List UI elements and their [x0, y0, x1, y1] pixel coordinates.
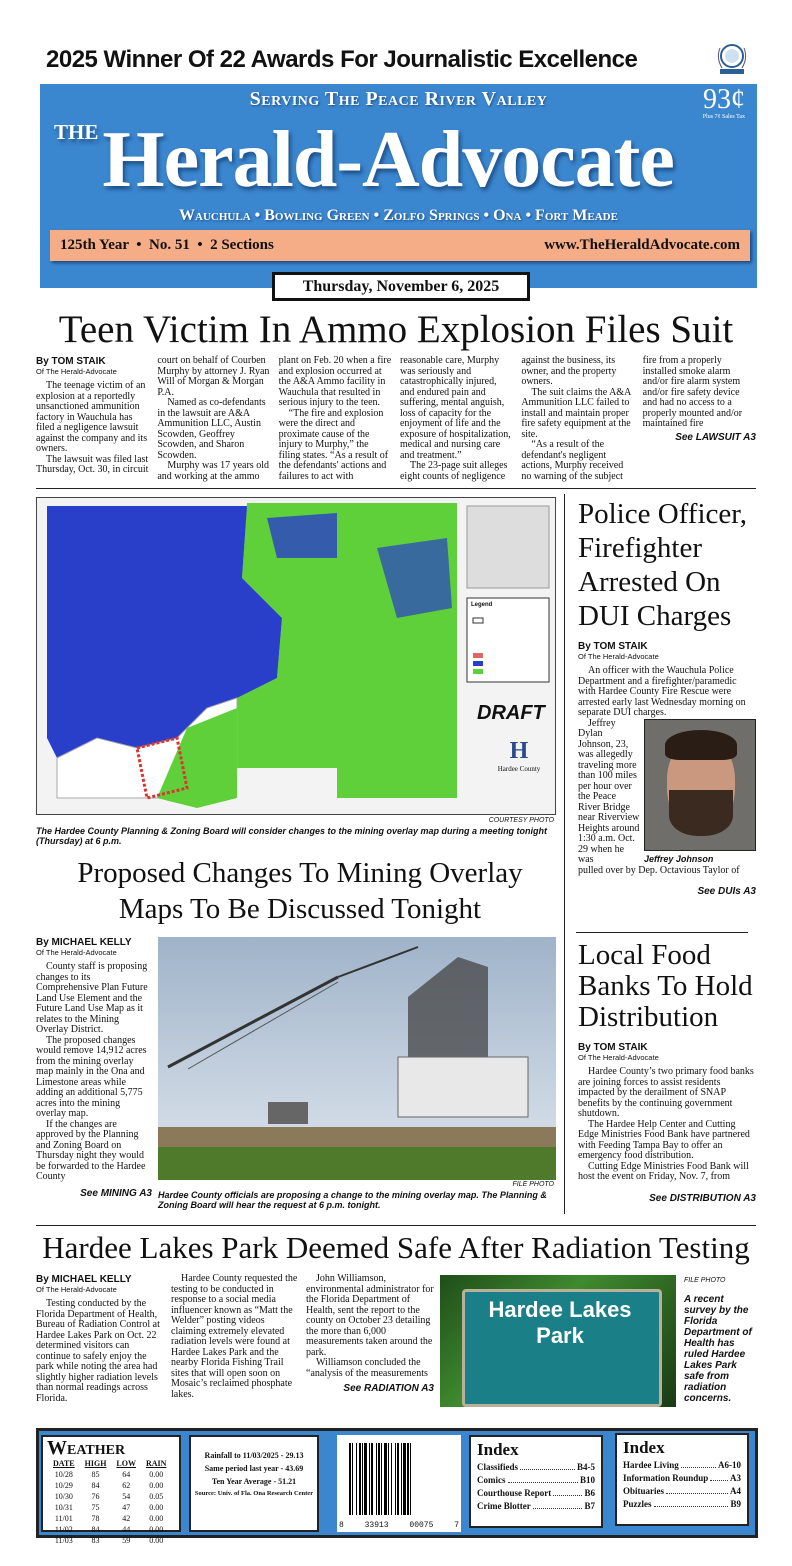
radiation-article — [36, 1274, 434, 1404]
weather-cell: 47 — [122, 1503, 131, 1512]
weather-cell: 0.00 — [149, 1503, 164, 1512]
weather-cell: 10/30 — [54, 1492, 73, 1501]
price — [703, 86, 745, 120]
mugshot — [644, 719, 756, 866]
index-item-name: Puzzles — [623, 1499, 652, 1509]
map-drawing — [37, 498, 556, 815]
park-photo-credit: FILE PHOTO — [684, 1277, 726, 1284]
dui-jump-link[interactable]: See DUIs A3 — [697, 886, 756, 897]
index-item-page: B9 — [730, 1499, 741, 1509]
weather-row — [49, 1492, 170, 1501]
weather-cell: 84 — [91, 1481, 100, 1490]
weather-cell: 0.00 — [149, 1514, 164, 1523]
index-item-name: Crime Blotter — [477, 1501, 531, 1511]
barcode-digits: 33913 — [364, 1521, 389, 1530]
weather-cell: 42 — [122, 1514, 131, 1523]
barcode-bar — [411, 1443, 413, 1515]
byline-affiliation: Of The Herald-Advocate — [578, 652, 659, 661]
paragraph: The lawsuit was filed last Thursday, Oct. 30, in circuit court on behalf of Courben Murphy by attorney J. Ryan Will of Morgan & Morgan P.A. — [36, 355, 270, 475]
divider — [36, 1225, 756, 1226]
weather-cell: 75 — [91, 1503, 100, 1512]
food-article — [578, 1042, 756, 1205]
weather-cell: 11/02 — [54, 1525, 73, 1534]
barcode-digit: 7 — [454, 1521, 459, 1530]
website-link[interactable]: www.TheHeraldAdvocate.com — [544, 237, 740, 253]
weather-title: Weather — [47, 1437, 126, 1459]
price-value: 93¢ — [703, 84, 745, 115]
weather-box — [41, 1435, 181, 1545]
index-item-page: B10 — [579, 1475, 595, 1485]
paragraph: Testing conducted by the Florida Department of Health, Bureau of Radiation Control at Hardee Lakes Park on Oct. 22 determined visitors can continue to safely enjoy the park while noting the area had slightly higher radiation levels than normal readings across Florida. — [36, 1298, 160, 1404]
price-note: Plus 7¢ Sales Tax — [702, 114, 745, 120]
weather-row — [49, 1481, 170, 1490]
weather-cell: 10/29 — [54, 1481, 73, 1490]
index-item-name: Classifieds — [477, 1462, 519, 1472]
col-header: LOW — [116, 1459, 136, 1468]
info-bar — [36, 1428, 758, 1545]
weather-row — [49, 1525, 170, 1534]
weather-cell: 84 — [91, 1525, 100, 1534]
county-logo: H Hardee County — [489, 738, 549, 773]
index-item-name: Courthouse Report — [477, 1488, 552, 1498]
paragraph: The suit claims the A&A Ammunition LLC failed to install and maintain proper fire safety equipment at the site. — [521, 386, 631, 440]
food-jump-link[interactable]: See DISTRIBUTION A3 — [649, 1192, 756, 1204]
byline-affiliation: Of The Herald-Advocate — [36, 367, 117, 376]
paragraph: Murphy was 17 years old and working at the ammo plant on Feb. 20 when a fire and explosion occurred at the A&A Ammo facility in Wauchula that resulted in serious injury to the teen. — [157, 355, 392, 482]
dui-headline: Police Officer, Firefighter Arrested On DUI Charges — [578, 498, 748, 632]
weather-cell: 10/31 — [54, 1503, 73, 1512]
weather-cell: 78 — [91, 1514, 100, 1523]
weather-cell: 0.05 — [149, 1492, 164, 1501]
paragraph: “The fire and explosion were the direct and proximate cause of the injury to Murphy,” the filing states. “As a result of the defendants' actions and failures to act with reasonable care, Murphy was seriously and catastrophically injured, and endured pain and suffering, mental anguish, loss of capacity for the enjoyment of life and the exposure of hospitalization, medical and nursing care and treatment.” — [278, 355, 511, 482]
rainfall-average: Ten Year Average - 51.21 — [211, 1477, 297, 1486]
map-legend-title: Legend — [471, 602, 493, 608]
rainfall-last-year: Same period last year - 43.69 — [204, 1464, 304, 1473]
weather-cell: 0.00 — [149, 1525, 164, 1534]
index-item[interactable] — [623, 1498, 741, 1511]
paragraph: Jeffrey Dylan Johnson, 23, was allegedly traveling more than 100 miles per hour over the Peace River Bridge near Riverview Heights around 1:30 a.m. Oct. 29 when he was — [578, 717, 640, 865]
col-header: HIGH — [84, 1459, 107, 1468]
rainfall-source: Source: Univ. of Fla. Ona Research Center — [194, 1490, 314, 1497]
lead-jump-link[interactable]: See LAWSUIT A3 — [675, 431, 756, 443]
weather-cell: 11/01 — [54, 1514, 73, 1523]
index-item[interactable] — [477, 1461, 595, 1474]
weather-cell: 0.00 — [149, 1536, 164, 1545]
index-item-page: B7 — [584, 1501, 595, 1511]
weather-cell: 54 — [122, 1492, 131, 1501]
weather-cell: 59 — [122, 1536, 131, 1545]
weather-row — [49, 1503, 170, 1512]
index-item-page: B6 — [584, 1488, 595, 1498]
weather-cell: 62 — [122, 1481, 131, 1490]
paragraph: pulled over by Dep. Octavious Taylor of — [578, 864, 740, 876]
index-item[interactable] — [477, 1474, 595, 1487]
byline: By MICHAEL KELLY — [36, 937, 132, 948]
index-title: Index — [623, 1438, 665, 1457]
paragraph: Named as co-defendants in the lawsuit are A&A Ammunition LLC, Austin Scowden, Geoffrey Scowden, and Sharon Scowden. — [157, 397, 266, 461]
index-title: Index — [477, 1440, 519, 1459]
weather-row — [49, 1514, 170, 1523]
lead-article — [36, 356, 756, 482]
index-item-name: Information Roundup — [623, 1473, 709, 1483]
index-item-page: A3 — [730, 1473, 741, 1483]
column-divider — [564, 494, 565, 1214]
index-item[interactable] — [477, 1487, 595, 1500]
index-item-name: Hardee Living — [623, 1460, 679, 1470]
weather-cell: 10/28 — [54, 1470, 73, 1479]
food-headline: Local Food Banks To Hold Distribution — [578, 939, 753, 1033]
weather-table — [47, 1457, 172, 1547]
mugshot-caption: Jeffrey Johnson — [644, 853, 714, 864]
byline: By TOM STAIK — [36, 356, 106, 367]
paragraph: The Hardee Help Center and Cutting Edge Ministries Food Bank have partnered with Feeding Tampa Bay to offer an emergency food distribution. — [578, 1118, 750, 1161]
issue-date: Thursday, November 6, 2025 — [272, 272, 530, 301]
paragraph: Hardee County’s two primary food banks are joining forces to assist residents impacted by the derailment of SNAP benefits by the continuing government shutdown. — [578, 1066, 754, 1119]
mining-headline: Proposed Changes To Mining Overlay Maps To Be Discussed Tonight — [77, 857, 523, 925]
weather-cell: 64 — [122, 1470, 131, 1479]
edition-strip — [50, 230, 750, 261]
weather-cell: 85 — [91, 1470, 100, 1479]
paragraph: “As a result of the defendant's negligent actions, Murphy received no warning of the subject fire from a properly installed smoke alarm and/or fire alarm system and/or fire safety device and had no access to a properly mounted and/or maintained fire — [521, 355, 743, 482]
paragraph: Cutting Edge Ministries Food Bank will host the event on Friday, Nov. 7, from — [578, 1160, 749, 1182]
paragraph: An officer with the Wauchula Police Department and a firefighter/paramedic with Hardee County Fire Rescue were arrested early last Wednesday morning on separate DUI charges. — [578, 665, 746, 718]
byline: By TOM STAIK — [578, 641, 648, 652]
title-the: THE — [54, 120, 99, 144]
byline-affiliation: Of The Herald-Advocate — [578, 1053, 659, 1062]
mining-photo-caption: Hardee County officials are proposing a change to the mining overlay map. The Planning & Zoning Board will hear the request at 6 p.m. tonight. — [158, 1190, 547, 1210]
weather-cell: 11/03 — [54, 1536, 73, 1545]
byline: By MICHAEL KELLY — [36, 1274, 132, 1285]
county-logo-text: Hardee County — [497, 765, 541, 773]
barcode-digits: 00075 — [409, 1521, 434, 1530]
byline: By TOM STAIK — [578, 1042, 648, 1053]
newspaper-title — [44, 116, 684, 204]
weather-cell: 76 — [91, 1492, 100, 1501]
index-item-page: B4-5 — [577, 1462, 595, 1472]
map-caption: The Hardee County Planning & Zoning Board will consider changes to the mining overlay map during a meeting tonight (Thursday) at 6 p.m. — [36, 826, 548, 846]
masthead — [40, 84, 757, 288]
map-draft-label: DRAFT — [477, 702, 545, 724]
divider — [36, 488, 756, 489]
dui-article — [578, 641, 756, 898]
barcode — [337, 1435, 461, 1532]
mugshot-photo — [644, 719, 756, 851]
rainfall-total: Rainfall to 11/03/2025 - 29.13 — [204, 1451, 304, 1460]
index-box-2 — [615, 1433, 749, 1526]
weather-cell: 0.00 — [149, 1481, 164, 1490]
map-credit: COURTESY PHOTO — [488, 817, 554, 824]
rainfall-box — [189, 1435, 319, 1532]
paragraph: Hardee County requested the testing to be conducted in response to a social media influencer known as “Matt the Welder” posting videos claiming extremely elevated radiation levels were found at Hardee Lakes Park and the nearby Florida Fishing Trail sites that will open soon on Mosaic’s reclaimed phosphate lakes. — [171, 1273, 298, 1400]
towns-list: Wauchula • Bowling Green • Zolfo Springs • Ona • Fort Meade — [179, 207, 618, 224]
index-item-page: A4 — [730, 1486, 741, 1496]
index-item-page: A6-10 — [718, 1460, 741, 1470]
byline-affiliation: Of The Herald-Advocate — [36, 948, 117, 957]
tagline: Serving The Peace River Valley — [249, 88, 548, 110]
divider — [576, 932, 748, 933]
weather-cell: 0.00 — [149, 1470, 164, 1479]
mining-overlay-map — [36, 497, 556, 815]
index-item[interactable] — [623, 1485, 741, 1498]
park-photo-caption: A recent survey by the Florida Department of Health has ruled Hardee Lakes Park safe from radiation concerns. — [684, 1294, 752, 1404]
col-header: RAIN — [145, 1459, 167, 1468]
index-item[interactable] — [477, 1500, 595, 1513]
weather-cell: 83 — [91, 1536, 100, 1545]
dragline-photo — [158, 937, 556, 1180]
edition-info: 125th Year • No. 51 • 2 Sections — [60, 237, 274, 253]
paragraph: If the changes are approved by the Planning and Zoning Board on Thursday night they would be forwarded to the Hardee County — [36, 1118, 146, 1182]
radiation-jump-link[interactable]: See RADIATION A3 — [343, 1383, 434, 1394]
col-header: DATE — [53, 1459, 75, 1468]
paragraph: Williamson concluded the “analysis of the measurements — [306, 1357, 428, 1379]
byline-affiliation: Of The Herald-Advocate — [36, 1285, 117, 1294]
award-seal-icon — [712, 34, 752, 78]
paragraph: The proposed changes would remove 14,912 acres from the mining overlay map mainly in the Ona and Limestone areas while adding an additional 5,775 acres into the mining overlay map. — [36, 1034, 147, 1119]
paragraph: The teenage victim of an explosion at a reportedly unsanctioned ammunition factory in Wauchula has filed a negligence lawsuit against the company and its owners. — [36, 380, 148, 454]
park-sign-photo — [440, 1275, 676, 1407]
paragraph: County staff is proposing changes to its Comprehensive Plan Future Land Use Element and the Future Land Use Map as it relates to the Mining Overlay District. — [36, 961, 148, 1035]
index-item-name: Comics — [477, 1475, 506, 1485]
radiation-headline: Hardee Lakes Park Deemed Safe After Radiation Testing — [42, 1230, 750, 1265]
index-box-1 — [469, 1435, 603, 1528]
weather-row — [49, 1470, 170, 1479]
barcode-bars — [349, 1443, 453, 1515]
index-item-name: Obituaries — [623, 1486, 665, 1496]
dragline-drawing — [158, 937, 556, 1180]
mining-photo-credit: FILE PHOTO — [512, 1181, 554, 1188]
mining-article — [36, 937, 152, 1200]
paragraph: John Williamson, environmental administrator for the Florida Department of Health, sent the report to the county on October 23 detailing the more than 6,000 measurements taken around the park. — [306, 1273, 434, 1358]
awards-banner: 2025 Winner Of 22 Awards For Journalistic Excellence — [46, 46, 638, 73]
index-item[interactable] — [623, 1459, 741, 1472]
barcode-digit: 8 — [339, 1521, 344, 1530]
weather-row — [49, 1536, 170, 1545]
weather-cell: 44 — [122, 1525, 131, 1534]
paragraph: The 23-page suit alleges eight counts of negligence against the business, its owner, and the property owners. — [399, 355, 617, 482]
park-sign-text: Hardee Lakes Park — [488, 1297, 632, 1348]
index-item[interactable] — [623, 1472, 741, 1485]
title-main: Herald-Advocate — [102, 116, 674, 204]
mining-jump-link[interactable]: See MINING A3 — [80, 1187, 152, 1199]
lead-headline: Teen Victim In Ammo Explosion Files Suit — [58, 308, 734, 351]
